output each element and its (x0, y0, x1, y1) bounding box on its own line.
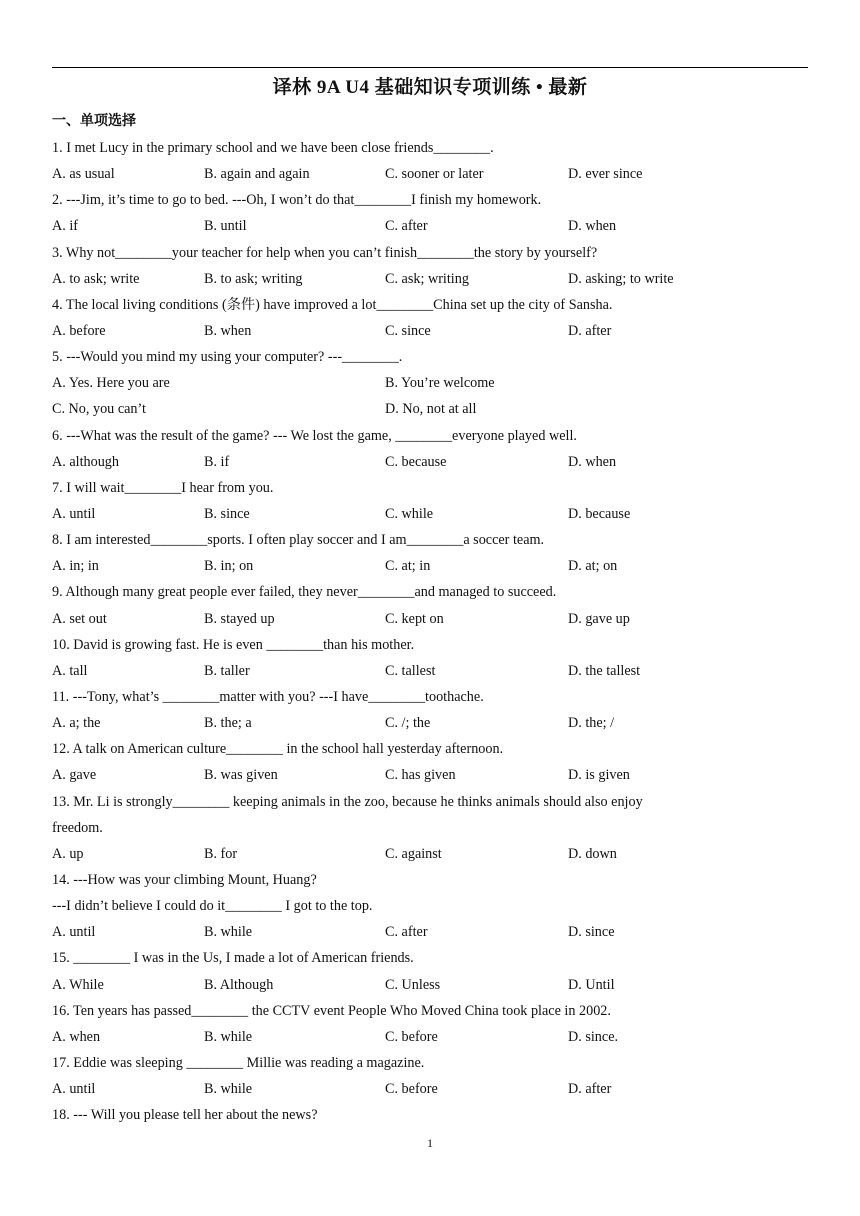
question-stem: ---I didn’t believe I could do it________ I got to the top. (52, 898, 373, 915)
answer-option: D. Until (568, 976, 615, 993)
answer-option: C. before (385, 1028, 438, 1045)
answer-option: D. is given (568, 767, 630, 784)
answer-option: D. because (568, 505, 631, 522)
answer-option: A. when (52, 1028, 101, 1045)
question-stem: 4. The local living conditions (条件) have improved a lot________China set up the city of Sansha. (52, 296, 613, 313)
answer-option: B. You’re welcome (385, 375, 495, 392)
answer-option: C. before (385, 1081, 438, 1098)
answer-option: B. while (204, 924, 253, 941)
question-stem: 15. ________ I was in the Us, I made a lot of American friends. (52, 950, 414, 967)
question-stem: 14. ---How was your climbing Mount, Huang? (52, 871, 317, 888)
options-row (52, 321, 772, 347)
answer-option: D. down (568, 845, 617, 862)
header-rule (52, 67, 808, 68)
answer-option: C. after (385, 218, 428, 235)
answer-option: D. the tallest (568, 662, 641, 679)
options-row (52, 713, 772, 739)
options-row (52, 164, 772, 190)
answer-option: A. in; in (52, 558, 99, 575)
answer-option: D. when (568, 218, 617, 235)
question-stem: 9. Although many great people ever failed, they never________and managed to succeed. (52, 584, 557, 601)
answer-option: B. again and again (204, 166, 310, 183)
options-row (52, 399, 772, 425)
question-stem: 5. ---Would you mind my using your computer? ---________. (52, 349, 403, 366)
section-heading: 一、单项选择 (52, 113, 136, 129)
question-stem: 17. Eddie was sleeping ________ Millie was reading a magazine. (52, 1054, 425, 1071)
question-stem: 7. I will wait________I hear from you. (52, 479, 274, 496)
question-stem: 16. Ten years has passed________ the CCTV event People Who Moved China took place in 2002. (52, 1002, 611, 1019)
answer-option: C. No, you can’t (52, 401, 146, 418)
question-stem: 3. Why not________your teacher for help when you can’t finish________the story by yourself? (52, 244, 598, 261)
options-row (52, 922, 772, 948)
answer-option: B. while (204, 1081, 253, 1098)
options-row (52, 269, 772, 295)
question-stem: 11. ---Tony, what’s ________matter with you? ---I have________toothache. (52, 688, 484, 705)
answer-option: D. after (568, 1081, 612, 1098)
answer-option: D. gave up (568, 610, 630, 627)
answer-option: C. /; the (385, 715, 431, 732)
options-row (52, 504, 772, 530)
answer-option: B. while (204, 1028, 253, 1045)
question-stem: 1. I met Lucy in the primary school and we have been close friends________. (52, 140, 494, 156)
page-number: 1 (427, 1136, 433, 1150)
answer-option: B. stayed up (204, 610, 275, 627)
question-stem: 18. --- Will you please tell her about the news? (52, 1107, 318, 1124)
options-row (52, 216, 772, 242)
answer-option: A. up (52, 845, 84, 862)
answer-option: A. until (52, 505, 96, 522)
answer-option: A. While (52, 976, 104, 993)
answer-option: C. has given (385, 767, 456, 784)
answer-option: C. since (385, 322, 431, 339)
answer-option: C. Unless (385, 976, 441, 993)
answer-option: B. when (204, 322, 252, 339)
answer-option: A. a; the (52, 715, 101, 732)
options-row (52, 452, 772, 478)
question-stem: 12. A talk on American culture________ in the school hall yesterday afternoon. (52, 741, 504, 758)
answer-option: A. until (52, 924, 96, 941)
answer-option: B. since (204, 505, 250, 522)
answer-option: A. set out (52, 610, 107, 627)
answer-option: C. kept on (385, 610, 444, 627)
answer-option: C. against (385, 845, 442, 862)
answer-option: B. to ask; writing (204, 270, 303, 287)
answer-option: C. because (385, 453, 447, 470)
options-row (52, 1027, 772, 1053)
answer-option: D. when (568, 453, 617, 470)
answer-option: D. since. (568, 1028, 619, 1045)
answer-option: A. to ask; write (52, 270, 140, 287)
options-row (52, 975, 772, 1001)
question-stem: 10. David is growing fast. He is even ________than his mother. (52, 636, 415, 653)
answer-option: C. while (385, 505, 434, 522)
options-row (52, 661, 772, 687)
answer-option: B. in; on (204, 558, 254, 575)
options-row (52, 765, 772, 791)
answer-option: D. ever since (568, 166, 643, 183)
answer-option: A. before (52, 322, 106, 339)
answer-option: C. after (385, 924, 428, 941)
answer-option: B. taller (204, 662, 250, 679)
answer-option: C. sooner or later (385, 166, 484, 183)
page-title: 译林 9A U4 基础知识专项训练 • 最新 (272, 77, 588, 98)
answer-option: D. asking; to write (568, 270, 674, 287)
answer-option: A. if (52, 218, 79, 235)
question-stem: freedom. (52, 819, 103, 836)
answer-option: A. gave (52, 767, 97, 784)
options-row (52, 1079, 772, 1105)
answer-option: C. ask; writing (385, 270, 469, 287)
answer-option: B. Although (204, 976, 274, 993)
answer-option: B. until (204, 218, 247, 235)
answer-option: A. tall (52, 662, 88, 679)
answer-option: A. until (52, 1081, 96, 1098)
answer-option: D. since (568, 924, 615, 941)
answer-option: A. although (52, 453, 119, 470)
answer-option: B. if (204, 453, 230, 470)
answer-option: D. after (568, 322, 612, 339)
answer-option: C. at; in (385, 558, 431, 575)
answer-option: D. No, not at all (385, 401, 477, 418)
options-row (52, 373, 772, 399)
answer-option: A. as usual (52, 166, 115, 183)
answer-option: B. for (204, 845, 238, 862)
options-row (52, 609, 772, 635)
options-row (52, 844, 772, 870)
question-stem: 13. Mr. Li is strongly________ keeping animals in the zoo, because he thinks animals should also enjoy (52, 793, 643, 810)
answer-option: B. was given (204, 767, 278, 784)
question-stem: 8. I am interested________sports. I often play soccer and I am________a soccer team. (52, 532, 545, 549)
question-list (52, 138, 772, 1131)
answer-option: C. tallest (385, 662, 436, 679)
answer-option: A. Yes. Here you are (52, 375, 170, 392)
question-stem: 6. ---What was the result of the game? --- We lost the game, ________everyone played well. (52, 427, 577, 444)
answer-option: B. the; a (204, 715, 252, 732)
answer-option: D. at; on (568, 558, 618, 575)
answer-option: D. the; / (568, 715, 615, 732)
question-stem: 2. ---Jim, it’s time to go to bed. ---Oh, I won’t do that________I finish my homework. (52, 192, 542, 209)
options-row (52, 556, 772, 582)
